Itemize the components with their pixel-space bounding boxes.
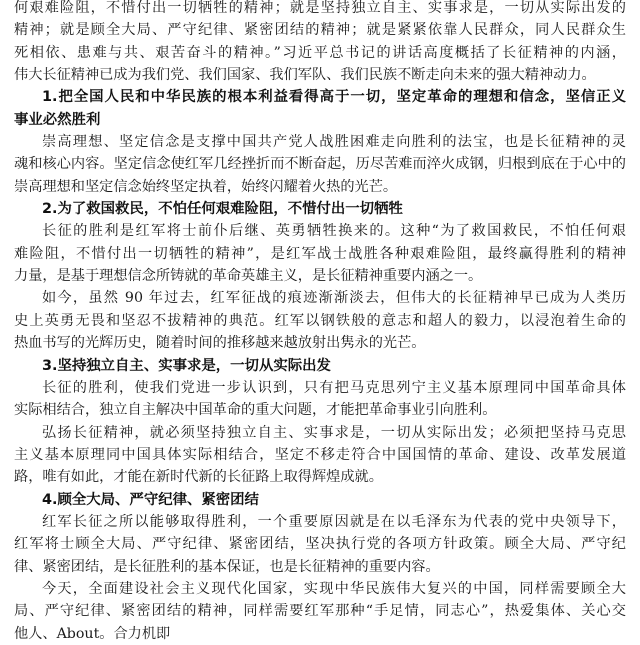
section-heading-2: 2.为了救国救民，不怕任何艰难险阻，不惜付出一切牺牲 [42,201,403,218]
text-line-20: 弘扬长征精神，就必须坚持独立自主、实事求是，一切从实际出发；必须把坚持马克思 [42,424,626,441]
section-heading-1-continued: 事业必然胜利 [14,111,101,128]
text-line-29-cutoff: 他人、About。合力机即 [14,625,171,642]
section-heading-4: 4.顾全大局、严守纪律、紧密团结 [42,491,259,508]
text-line-2: 精神；就是顾全大局、严守纪律、紧密团结的精神；就是紧紧依靠人民群众，同人民群众生 [14,22,626,39]
text-line-25: 红军将士顾全大局、严守纪律、紧密团结，坚决执行党的各项方针政策。顾全大局、严守纪 [14,536,626,553]
text-line-27: 今天，全面建设社会主义现代化国家，实现中华民族伟大复兴的中国，同样需要顾全大 [42,580,626,597]
text-line-8: 魂和核心内容。坚定信念使红军几经挫折而不断奋起，历尽苦难而淬火成钢，归根到底在于心中的 [14,156,626,173]
text-line-15: 史上英勇无畏和坚忍不拔精神的典范。红军以钢铁般的意志和超人的毅力，以浸泡着生命的 [14,312,626,329]
text-line-19: 实际相结合，独立自主解决中国革命的重大问题，才能把革命事业引向胜利。 [14,402,497,419]
text-line-16: 热血书写的光辉历史，随着时间的推移越来越放射出隽永的光芒。 [14,335,426,352]
text-line-3: 死相依、患难与共、艰苦奋斗的精神。”习近平总书记的讲话高度概括了长征精神的内涵， [14,44,626,61]
text-line-28: 局、严守纪律、紧密团结的精神，同样需要红军那种“手足情，同志心”，热爱集体、关心交 [14,603,626,620]
text-line-1: 何艰难险阻，不惜付出一切牺牲的精神；就是坚持独立自主、实事求是，一切从实际出发的 [14,0,626,16]
section-heading-1: 1.把全国人民和中华民族的根本利益看得高于一切，坚定革命的理想和信念，坚信正义 [42,89,626,106]
text-line-9: 崇高理想和坚定信念始终坚定执着，始终闪耀着火热的光芒。 [14,178,398,195]
text-line-26: 律、紧密团结，是长征胜利的基本保证，也是长征精神的重要内容。 [14,558,440,575]
section-heading-3: 3.坚持独立自主、实事求是，一切从实际出发 [42,357,331,374]
text-line-22: 路，唯有如此，才能在新时代新的长征路上取得辉煌成就。 [14,469,383,486]
text-line-18: 长征的胜利，使我们党进一步认识到，只有把马克思列宁主义基本原理同中国革命具体 [42,379,626,396]
text-line-13: 力量，是基于理想信念所铸就的革命英雄主义，是长征精神重要内涵之一。 [14,268,483,285]
text-line-11: 长征的胜利是红军将士前仆后继、英勇牺牲换来的。这种“为了救国救民，不怕任何艰 [42,223,626,240]
text-line-24: 红军长征之所以能够取得胜利，一个重要原因就是在以毛泽东为代表的党中央领导下， [42,513,626,530]
text-line-21: 主义基本原理同中国具体实际相结合，坚定不移走符合中国国情的革命、建设、改革发展道 [14,446,626,463]
text-line-14: 如今，虽然 90 年过去，红军征战的痕迹渐渐淡去，但伟大的长征精神早已成为人类历 [42,290,626,307]
document-page [14,0,626,645]
text-line-4: 伟大长征精神已成为我们党、我们国家、我们军队、我们民族不断走向未来的强大精神动力。 [14,67,596,84]
text-line-12: 难险阻，不惜付出一切牺牲的精神”，是红军战士战胜各种艰难险阻，最终赢得胜利的精神 [14,245,626,262]
text-line-7: 崇高理想、坚定信念是支撑中国共产党人战胜困难走向胜利的法宝，也是长征精神的灵 [42,134,626,151]
